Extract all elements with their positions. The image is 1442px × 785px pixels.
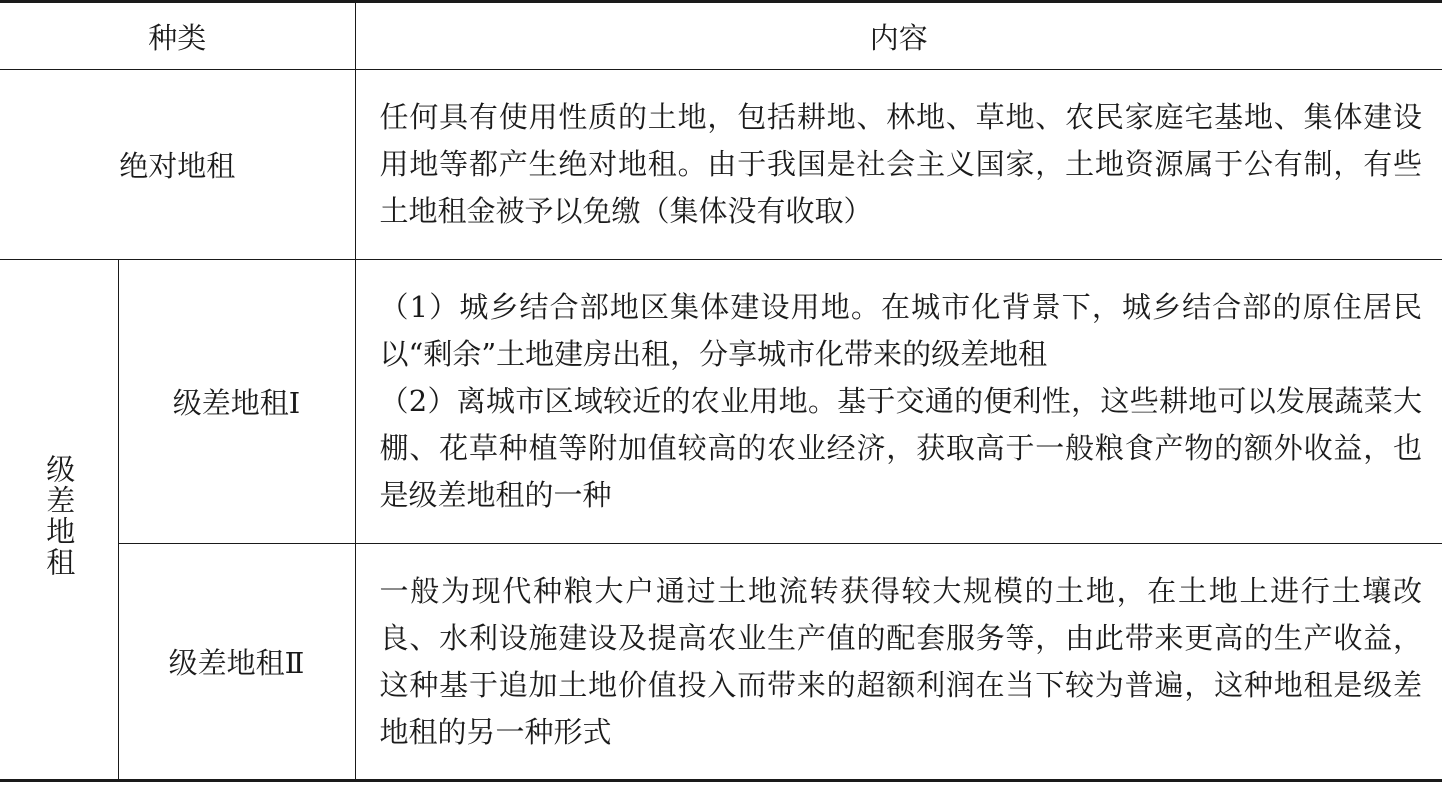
- content-absolute-rent-text: 任何具有使用性质的土地，包括耕地、林地、草地、农民家庭宅基地、集体建设用地等都产生绝对地租。由于我国是社会主义国家，土地资源属于公有制，有些土地租金被予以免缴（集体没有收取）: [379, 100, 1423, 228]
- group-differential-rent: [0, 260, 118, 781]
- content-absolute-rent: [355, 70, 1442, 260]
- content-differential-rent-1: [355, 260, 1442, 544]
- type-differential-rent-2: 级差地租Ⅱ: [118, 544, 355, 781]
- content-differential-rent-1-item1: （1）城乡结合部地区集体建设用地。在城市化背景下，城乡结合部的原住居民以“剩余”土地建房出租，分享城市化带来的级差地租: [379, 290, 1423, 371]
- type-absolute-rent: 绝对地租: [0, 70, 355, 260]
- type-differential-rent-1: 级差地租Ⅰ: [118, 260, 355, 544]
- table-row-differential-rent-1: [0, 260, 1442, 544]
- content-differential-rent-2-text: 一般为现代种粮大户通过土地流转获得较大规模的土地，在土地上进行土壤改良、水利设施建设及提高农业生产值的配套服务等，由此带来更高的生产收益，这种基于追加土地价值投入而带来的超额利润在当下较为普遍，这种地租是级差地租的另一种形式: [379, 573, 1423, 749]
- header-row: [0, 2, 1442, 70]
- header-content: 内容: [355, 2, 1442, 70]
- content-differential-rent-2: [355, 544, 1442, 781]
- table-row-absolute-rent: [0, 70, 1442, 260]
- header-type: 种类: [0, 2, 355, 70]
- group-differential-rent-label: 级差地租: [42, 454, 77, 578]
- content-differential-rent-1-item2: （2）离城市区域较近的农业用地。基于交通的便利性，这些耕地可以发展蔬菜大棚、花草种植等附加值较高的农业经济，获取高于一般粮食产物的额外收益，也是级差地租的一种: [379, 384, 1423, 512]
- table-row-differential-rent-2: [0, 544, 1442, 781]
